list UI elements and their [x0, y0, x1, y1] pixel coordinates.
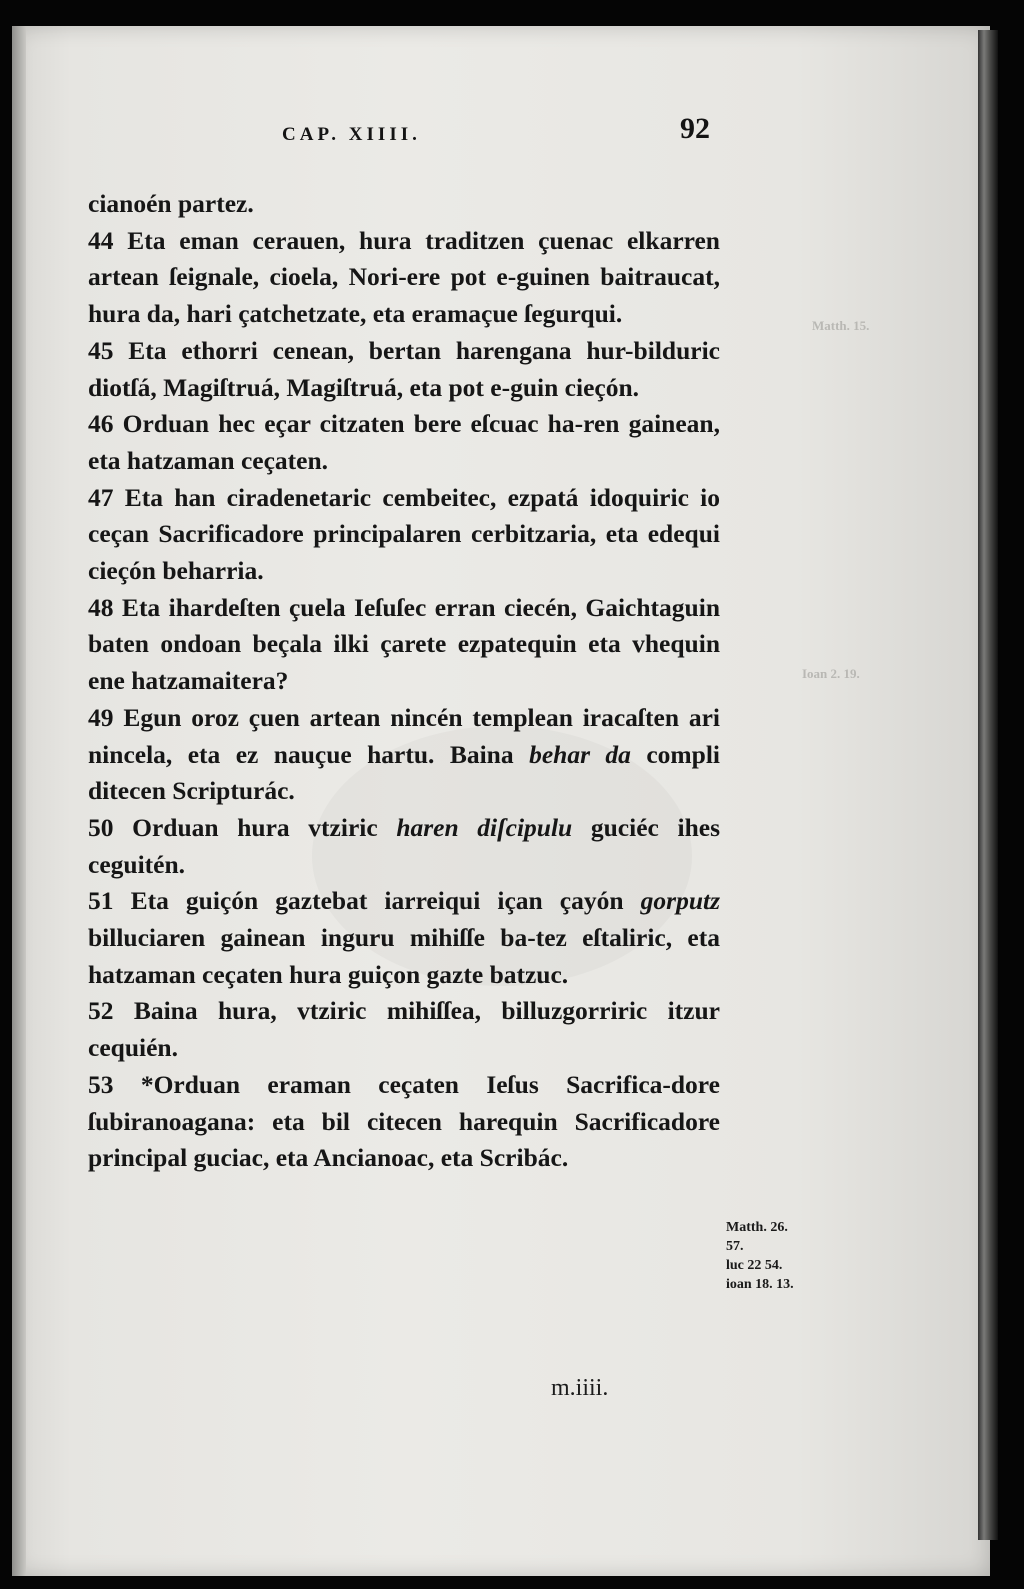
margin-ref-luke: luc 22 54. — [726, 1258, 783, 1273]
margin-ref-matthew-verse: 57. — [726, 1239, 744, 1254]
verse-46: 46 Orduan hec eçar citzaten bere eſcuac ha-ren gainean, eta hatzaman ceçaten. — [88, 409, 720, 475]
bleed-through-note: Ioan 2. 19. — [802, 666, 860, 681]
verse-53: 53 *Orduan eraman ceçaten Ieſus Sacrifica-dore ſubiranoagana: eta bil citecen harequin Sacrificadore principal guciac, eta Ancianoac, eta Scribác. — [88, 1069, 720, 1173]
verse-45: 45 Eta ethorri cenean, bertan harengana hur-bilduric diotſá, Magiſtruá, Magiſtruá, eta pot e-guin cieçón. — [88, 335, 720, 402]
page-number: 92 — [680, 112, 710, 145]
chapter-text — [88, 186, 720, 1177]
page-gutter — [12, 26, 26, 1576]
verse-51-text: 51 Eta guiçón gaztebat iarreiqui içan çayón — [88, 886, 624, 916]
italic-phrase: gorputz — [640, 886, 721, 916]
page-header — [12, 112, 990, 152]
margin-ref-john: ioan 18. 13. — [726, 1277, 794, 1292]
verse-49-text: 49 Egun oroz çuen artean nincén templean iracaſten ari nincela, eta ez nauçue hartu. Baina — [88, 702, 720, 769]
verse-49-end: compli ditecen Scripturác. — [88, 739, 721, 806]
verse-50-end: guciéc ihes ceguitén. — [88, 812, 720, 879]
verse-49 — [88, 700, 720, 810]
verse-44: 44 Eta eman cerauen, hura traditzen çuenac elkarren artean ſeignale, cioela, Nori-ere pot e-guinen baitraucat, hura da, hari çatchetzate, eta eramaçue ſegurqui. — [88, 225, 720, 329]
margin-ref-matthew: Matth. 26. — [726, 1220, 788, 1235]
verse-50-text: 50 Orduan hura vtziric — [88, 812, 378, 842]
verse-47: 47 Eta han ciradenetaric cembeitec, ezpatá idoquiric io ceçan Sacrificadore principalaren cerbitzaria, eta edequi cieçón beharria. — [88, 482, 720, 586]
verse-50 — [88, 810, 720, 883]
book-page — [12, 26, 990, 1576]
verse-52: 52 Baina hura, vtziric mihiſſea, billuzgorriric itzur cequién. — [88, 996, 720, 1063]
verse-51-end: billuciaren gainean inguru mihiſſe ba-tez eſtaliric, eta hatzaman ceçaten hura guiçon gazte batzuc. — [88, 923, 720, 989]
bleed-through-note: Matth. 15. — [812, 318, 870, 333]
verse-48: 48 Eta ihardeſten çuela Ieſuſec erran ciecén, Gaichtaguin baten ondoan beçala ilki çarete ezpatequin eta vhequin ene hatzamaitera? — [88, 592, 720, 696]
verse-51 — [88, 883, 720, 993]
page-edge-shadow — [978, 30, 998, 1540]
running-head: CAP. XIIII. — [282, 124, 421, 145]
verse-continuation: cianoén partez. — [88, 189, 254, 218]
margin-references — [726, 1218, 856, 1294]
italic-phrase: behar da — [529, 739, 631, 769]
italic-phrase: haren diſcipulu — [396, 812, 573, 842]
signature-mark: m.iiii. — [551, 1375, 609, 1401]
